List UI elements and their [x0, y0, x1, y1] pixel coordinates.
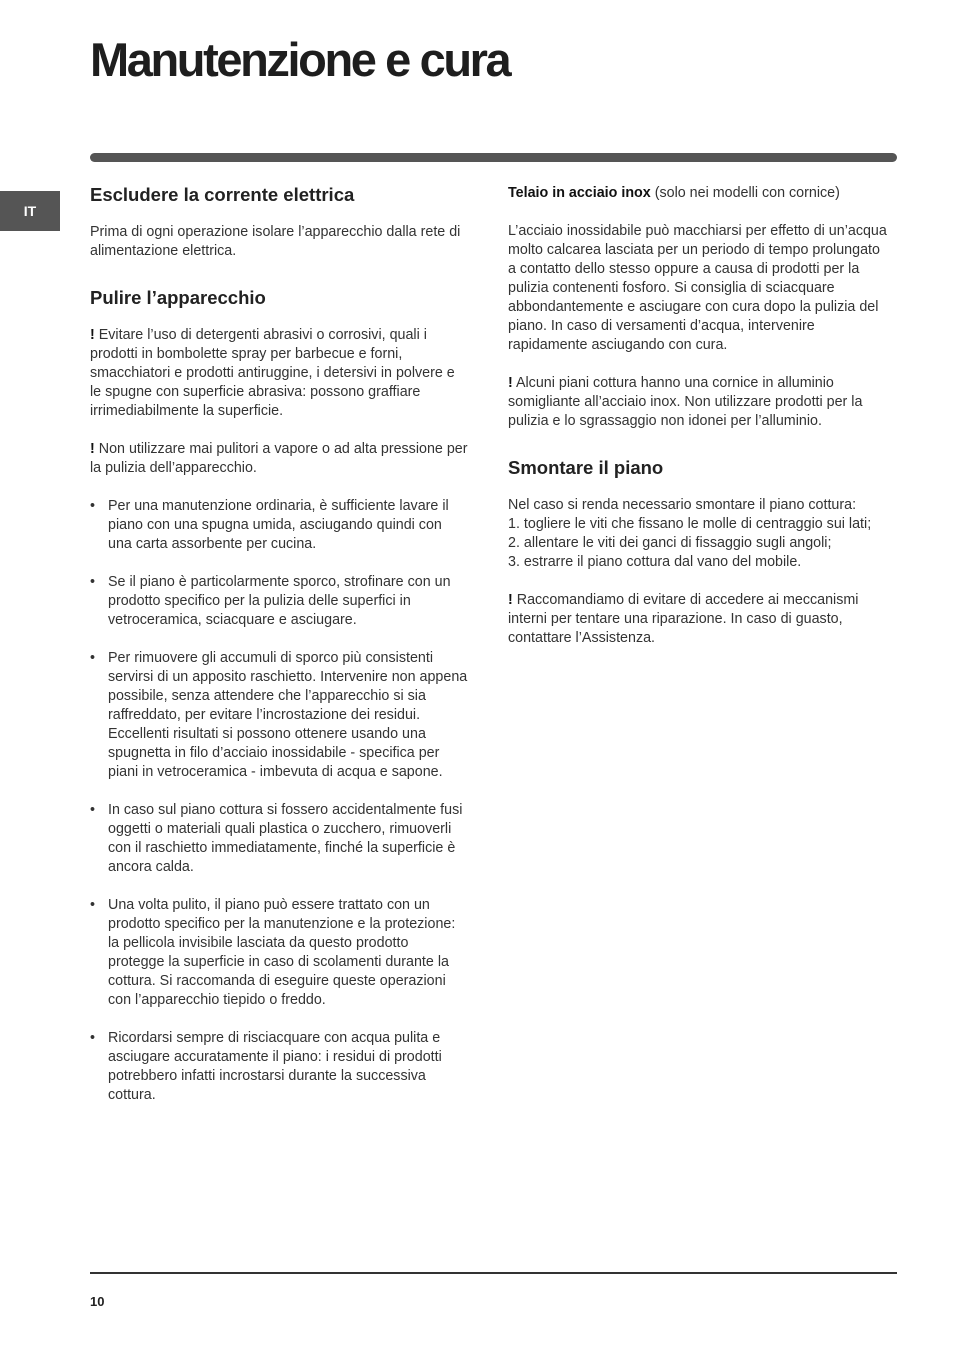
language-tab: IT [0, 191, 60, 231]
cleaning-bullet-list [90, 497, 468, 1105]
disassembly-intro: Nel caso si renda necessario smontare il piano cottura: [508, 497, 857, 513]
inox-warning-text: Alcuni piani cottura hanno una cornice in alluminio somigliante all’acciaio inox. Non utilizzare prodotti per la pulizia e lo sgrassaggio non idonei per l’alluminio. [508, 375, 863, 429]
power-paragraph: Prima di ogni operazione isolare l’apparecchio dalla rete di alimentazione elettrica. [90, 224, 461, 259]
list-item [90, 573, 468, 630]
list-item [90, 801, 468, 877]
left-column [90, 184, 468, 1105]
disassembly-step: 3. estrarre il piano cottura dal vano del mobile. [508, 554, 802, 570]
bullet-icon: • [90, 498, 96, 514]
inox-paragraph: L’acciaio inossidabile può macchiarsi per effetto di un’acqua molto calcarea lasciata per un periodo di tempo prolungato a contatto dello stesso oppure a causa di prodotti per la pulizia contenenti fosforo. Si consiglia di sciacquare abbondantemente e asciugare con cura dopo la pulizia del piano. In caso di versamenti d’acqua, intervenire rapidamente asciugando con cura. [508, 223, 887, 353]
list-item-text: Una volta pulito, il piano può essere trattato con un prodotto specifico per la manutenzione e la protezione: la pellicola invisibile lasciata da questo prodotto protegge la superficie in caso di scolamenti durante la cottura. Si raccomanda di eseguire queste operazioni con l’apparecchio tiepido o freddo. [108, 897, 456, 1008]
cleaning-warning-1-text: Evitare l’uso di detergenti abrasivi o corrosivi, quali i prodotti in bombolette spray per barbecue e forni, smacchiatori e prodotti antiruggine, i detersivi in polvere e le spugne con superficie abrasiva: possono graffiare irrimediabilmente la superficie. [90, 327, 455, 419]
section-heading-cleaning: Pulire l’apparecchio [90, 287, 266, 308]
disassembly-warning [508, 591, 888, 648]
right-column [508, 184, 888, 648]
header-rule [90, 153, 897, 162]
inox-warning [508, 374, 888, 431]
page-title: Manutenzione e cura [90, 33, 510, 86]
disassembly-step: 2. allentare le viti dei ganci di fissaggio sugli angoli; [508, 535, 832, 551]
list-item-text: Se il piano è particolarmente sporco, strofinare con un prodotto specifico per la pulizia delle superfici in vetroceramica, sciacquare e asciugare. [108, 574, 451, 628]
warning-mark: ! [90, 441, 95, 457]
bullet-icon: • [90, 650, 96, 666]
disassembly-step: 1. togliere le viti che fissano le molle di centraggio sui lati; [508, 516, 872, 532]
warning-mark: ! [508, 375, 513, 391]
page-number: 10 [90, 1294, 105, 1309]
bullet-icon: • [90, 802, 96, 818]
section-heading-disassembly: Smontare il piano [508, 457, 664, 478]
bullet-icon: • [90, 1030, 96, 1046]
cleaning-warning-2-text: Non utilizzare mai pulitori a vapore o ad alta pressione per la pulizia dell’apparecchio. [90, 441, 468, 476]
list-item-text: In caso sul piano cottura si fossero accidentalmente fusi oggetti o materiali quali plastica o zucchero, rimuoverli con il raschietto immediatamente, finché la superficie è ancora calda. [108, 802, 463, 875]
section-heading-power: Escludere la corrente elettrica [90, 184, 355, 205]
list-item-text: Per rimuovere gli accumuli di sporco più consistenti servirsi di un apposito raschietto. Intervenire non appena possibile, senza attendere che l’apparecchio si sia raffreddato, per evitare l’incrostazione dei residui. Eccellenti risultati si possono ottenere usando una spugnetta in filo d’acciaio inossidabile - specifica per piani in vetroceramica - imbevuta di acqua e sapone. [108, 650, 468, 780]
list-item [90, 896, 468, 1010]
inox-label-note: (solo nei modelli con cornice) [650, 185, 840, 201]
footer-rule [90, 1272, 897, 1274]
inox-label: Telaio in acciaio inox [508, 185, 651, 201]
inox-intro [508, 184, 888, 203]
bullet-icon: • [90, 897, 96, 913]
cleaning-warning-2 [90, 440, 468, 478]
warning-mark: ! [90, 327, 95, 343]
list-item-text: Per una manutenzione ordinaria, è sufficiente lavare il piano con una spugna umida, asciugando quindi con una carta assorbente per cucina. [108, 498, 449, 552]
warning-mark: ! [508, 592, 513, 608]
list-item [90, 1029, 468, 1105]
disassembly-warning-text: Raccomandiamo di evitare di accedere ai meccanismi interni per tentare una riparazione. In caso di guasto, contattare l’Assistenza. [508, 592, 859, 646]
list-item [90, 649, 468, 782]
list-item-text: Ricordarsi sempre di risciacquare con acqua pulita e asciugare accuratamente il piano: i residui di prodotti potrebbero infatti incrostarsi durante la successiva cottura. [108, 1030, 442, 1103]
cleaning-warning-1 [90, 326, 468, 421]
list-item [90, 497, 468, 554]
bullet-icon: • [90, 574, 96, 590]
